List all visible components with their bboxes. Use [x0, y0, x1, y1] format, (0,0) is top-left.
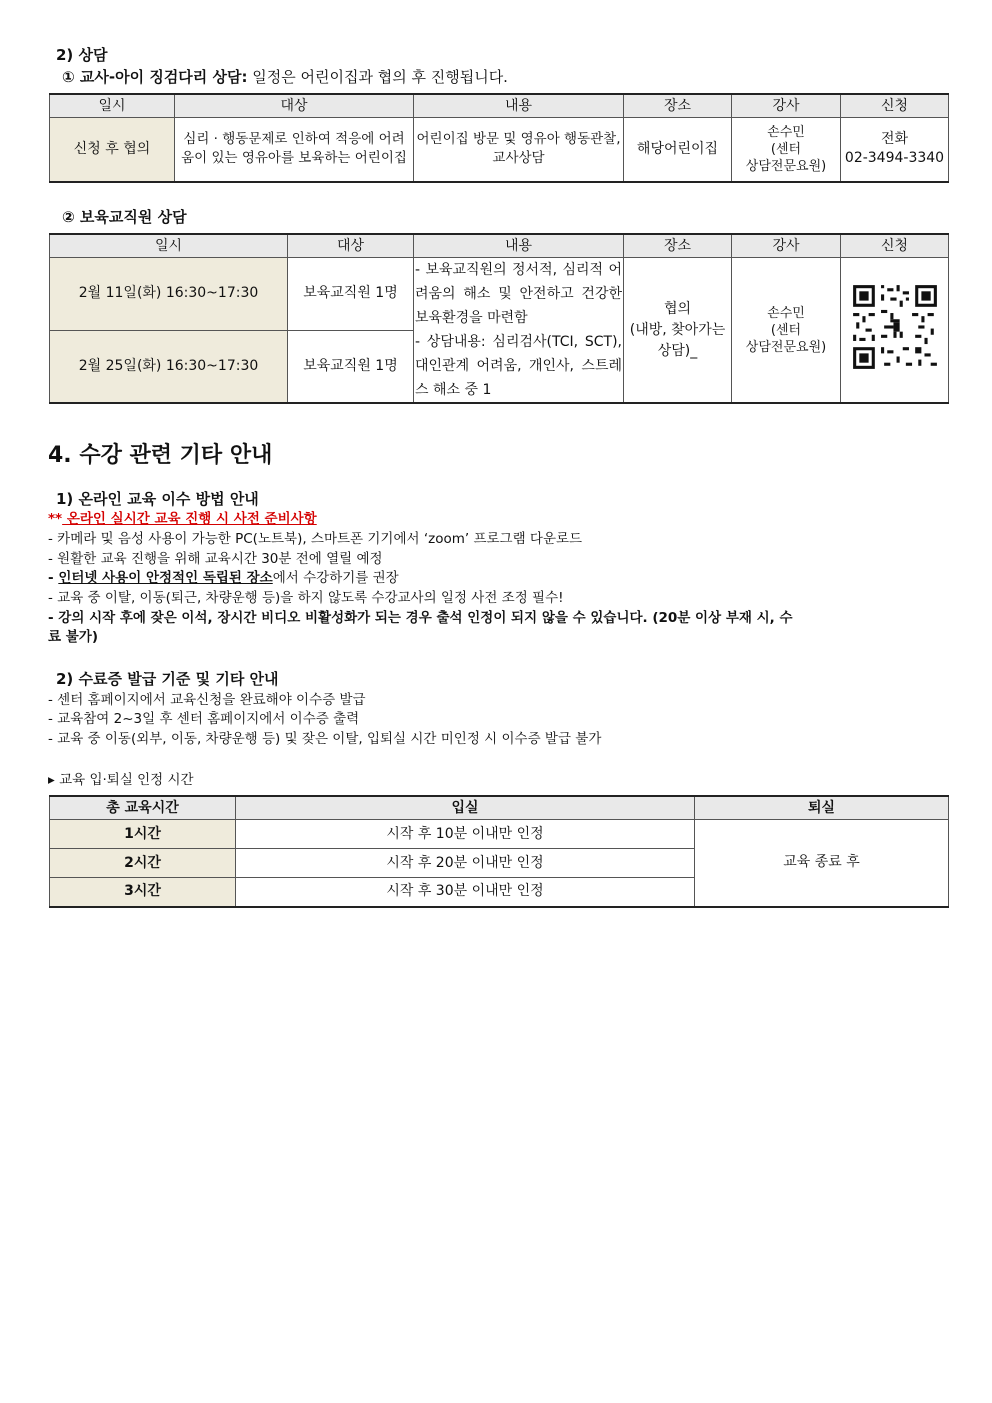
warning-line [48, 510, 317, 530]
col-header: 퇴실 [695, 796, 949, 820]
col-header: 장소 [624, 234, 732, 258]
col-header: 총 교육시간 [50, 796, 236, 820]
section-heading: 2) 상담 [56, 46, 108, 64]
table-header-row [50, 94, 949, 118]
counsel-table-2 [49, 233, 949, 404]
apply-cell: 전화 02-3494-3340 [841, 118, 949, 182]
info-dash: - [48, 570, 59, 586]
hours-cell: 1시간 [50, 820, 236, 849]
subsection-title [62, 66, 508, 87]
lecturer-cell: 손수민 (센터 상담전문요원) [732, 258, 841, 404]
col-header: 일시 [50, 234, 288, 258]
subsection-title-bold: ① 교사-아이 징검다리 상담: [62, 68, 248, 86]
col-header: 강사 [732, 234, 841, 258]
attendance-table [49, 795, 949, 908]
apply-cell [841, 258, 949, 404]
info-line: - 교육참여 2~3일 후 센터 홈페이지에서 이수증 출력 [48, 711, 360, 727]
warning-prefix: ** [48, 511, 63, 527]
date-cell [50, 258, 288, 331]
info-text: 에서 수강하기를 권장 [272, 570, 399, 586]
table-header-row [50, 796, 949, 820]
col-header: 입실 [236, 796, 695, 820]
content-cell: - 보육교직원의 정서적, 심리적 어려움의 해소 및 안전하고 건강한 보육환경을 마련함 - 상담내용: 심리검사(TCI, SCT), 대인관계 어려움, 개인사, 스트레스 해소 중 1 [414, 258, 624, 404]
info-line: - 원활한 교육 진행을 위해 교육시간 30분 전에 열릴 예정 [48, 551, 383, 567]
place-cell: 해당어린이집 [624, 118, 732, 182]
place-cell: 협의 (내방, 찾아가는 상담)_ [624, 258, 732, 404]
info-line-bold: - 강의 시작 후에 잦은 이석, 장시간 비디오 비활성화가 되는 경우 출석 인정이 되지 않을 수 있습니다. (20분 이상 부재 시, 수 [48, 610, 793, 626]
table-caption: ▸ 교육 입·퇴실 인정 시간 [48, 772, 194, 788]
col-header: 강사 [732, 94, 841, 118]
col-header: 내용 [414, 94, 624, 118]
subsection-title: ② 보육교직원 상담 [62, 208, 187, 226]
col-header: 장소 [624, 94, 732, 118]
date-text: 2월 11일(화) 16:30~17:30 [78, 285, 259, 302]
section-title: 4. 수강 관련 기타 안내 [48, 443, 273, 468]
date-cell: 2월 25일(화) 16:30~17:30 [50, 330, 288, 403]
table-header-row [50, 234, 949, 258]
subsection-desc: 일정은 어린이집과 협의 후 진행됩니다. [247, 68, 508, 86]
entry-cell: 시작 후 20분 이내만 인정 [236, 849, 695, 878]
hours-cell: 3시간 [50, 878, 236, 907]
target-cell: 보육교직원 1명 [288, 330, 414, 403]
target-cell: 심리 · 행동문제로 인하여 적응에 어려움이 있는 영유아를 보육하는 어린이집 [175, 118, 414, 182]
lecturer-cell: 손수민 (센터 상담전문요원) [732, 118, 841, 182]
info-line: - 교육 중 이동(외부, 이동, 차량운행 등) 및 잦은 이탈, 입퇴실 시간 미인정 시 이수증 발급 불가 [48, 731, 602, 747]
info-emphasis: 인터넷 사용이 안정적인 독립된 장소 [58, 570, 273, 586]
table-row [50, 118, 949, 182]
col-header: 신청 [841, 94, 949, 118]
info-line: - 센터 홈페이지에서 교육신청을 완료해야 이수증 발급 [48, 692, 366, 708]
entry-cell: 시작 후 30분 이내만 인정 [236, 878, 695, 907]
info-line: - 카메라 및 음성 사용이 가능한 PC(노트북), 스마트폰 기기에서 ‘zoom’ 프로그램 다운로드 [48, 531, 583, 547]
col-header: 신청 [841, 234, 949, 258]
table-row [50, 258, 949, 331]
col-header: 대상 [175, 94, 414, 118]
subsection-heading: 2) 수료증 발급 기준 및 기타 안내 [56, 670, 279, 688]
info-line: - 교육 중 이탈, 이동(퇴근, 차량운행 등)을 하지 않도록 수강교사의 일정 사전 조정 필수! [48, 590, 564, 606]
qr-code-icon[interactable] [850, 282, 940, 372]
subsection-heading: 1) 온라인 교육 이수 방법 안내 [56, 490, 259, 508]
col-header: 일시 [50, 94, 175, 118]
table-row [50, 820, 949, 849]
entry-cell: 시작 후 10분 이내만 인정 [236, 820, 695, 849]
target-cell: 보육교직원 1명 [288, 258, 414, 331]
exit-cell: 교육 종료 후 [695, 820, 949, 907]
counsel-table-1 [49, 93, 949, 183]
col-header: 대상 [288, 234, 414, 258]
col-header: 내용 [414, 234, 624, 258]
hours-cell: 2시간 [50, 849, 236, 878]
date-cell: 신청 후 협의 [50, 118, 175, 182]
info-line [48, 569, 399, 589]
warning-text: 온라인 실시간 교육 진행 시 사전 준비사항 [62, 511, 317, 527]
info-line-bold: 료 불가) [48, 629, 98, 645]
content-cell: 어린이집 방문 및 영유아 행동관찰, 교사상담 [414, 118, 624, 182]
